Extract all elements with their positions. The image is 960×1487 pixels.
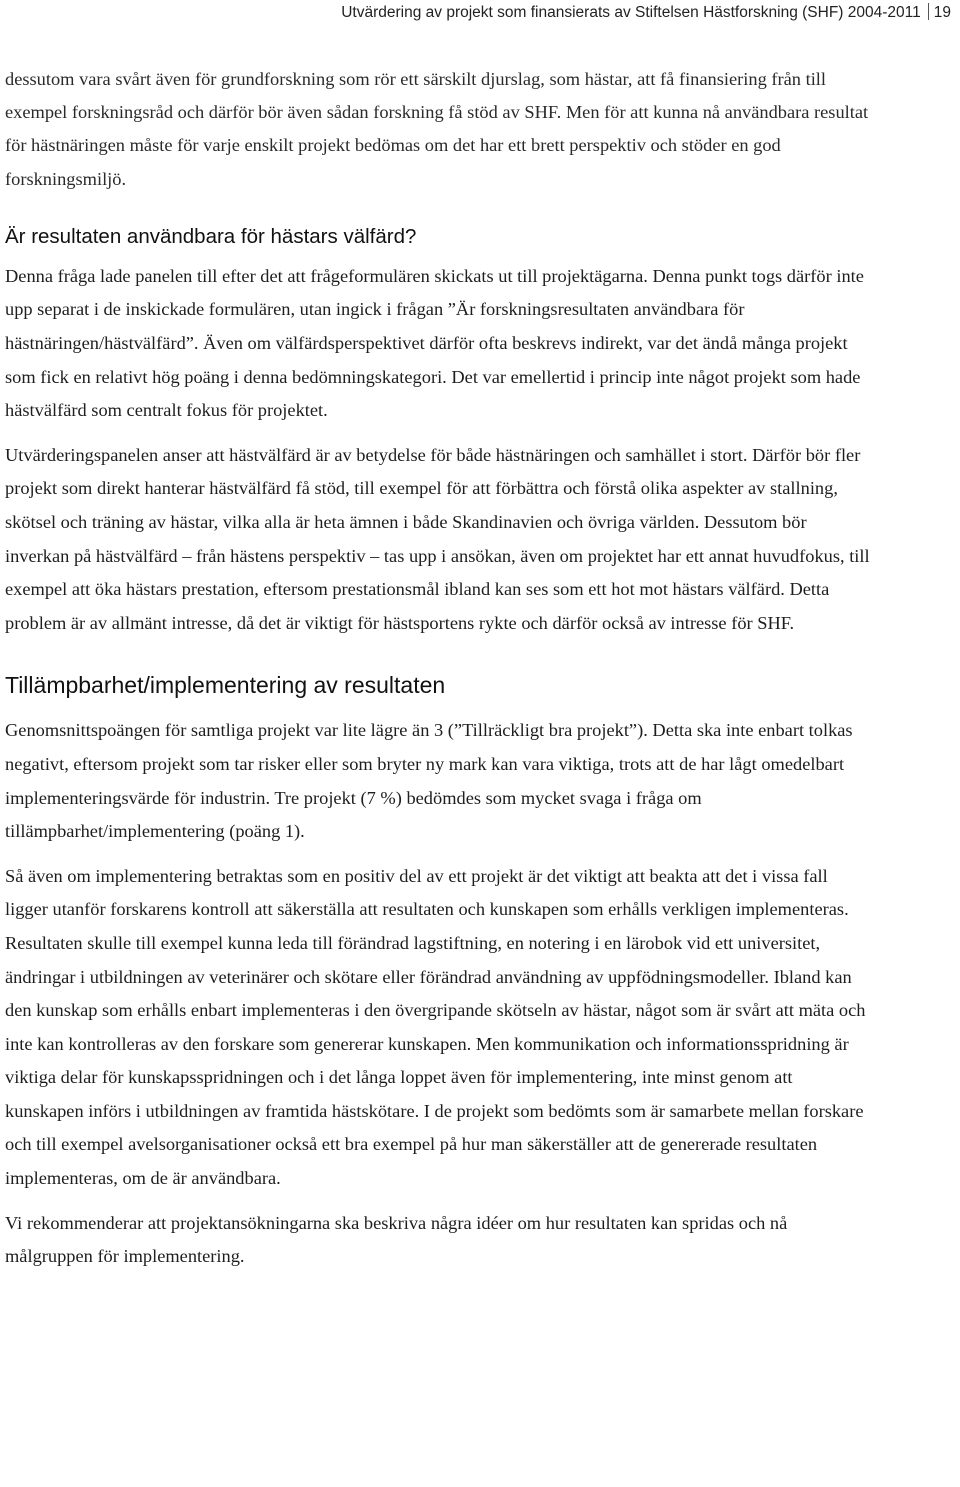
page-content (5, 63, 873, 1274)
header-title: Utvärdering av projekt som finansierats av Stiftelsen Hästforskning (SHF) 2004-2011 (341, 4, 921, 21)
applicability-paragraph-2: Så även om implementering betraktas som en positiv del av ett projekt är det viktigt att beakta att det i vissa fall ligger utanför forskarens kontroll att säkerställa att resultaten och kunskapen som erhålls verkligen implementeras. Resultaten skulle till exempel kunna leda till förändrad lagstiftning, en notering i en lärobok vid ett universitet, ändringar i utbildningen av veterinärer och skötare eller förändrad användning av uppfödningsmodeller. Ibland kan den kunskap som erhålls enbart implementeras i den övergripande skötseln av hästar, något som är svårt att mäta och inte kan kontrolleras av den forskare som genererar kunskapen. Men kommunikation och informationsspridning är viktiga delar för kunskapsspridningen och i det långa loppet även för implementering, inte minst genom att kunskapen införs i utbildningen av framtida hästskötare. I de projekt som bedömts som är samarbete mellan forskare och till exempel avelsorganisationer också ett bra exempel på hur man säkerställer att de genererade resultaten implementeras, om de är användbara. (5, 865, 866, 1189)
section-heading-welfare: Är resultaten användbara för hästars välfärd? (5, 224, 417, 248)
page-number: 19 (933, 4, 951, 21)
welfare-paragraph-2: Utvärderingspanelen anser att hästvälfärd är av betydelse för både hästnäringen och samhället i stort. Därför bör fler projekt som direkt hanterar hästvälfärd få stöd, till exempel för att förbättra och förstå olika aspekter av stallning, skötsel och träning av hästar, vilka alla är heta ämnen i både Skandinavien och övriga världen. Dessutom bör inverkan på hästvälfärd – från hästens perspektiv – tas upp i ansökan, även om projektet har ett annat huvudfokus, till exempel att öka hästars prestation, eftersom prestationsmål ibland kan ses som ett hot mot hästars välfärd. Detta problem är av allmänt intresse, då det är viktigt för hästsportens rykte och därför också av intresse för SHF. (5, 444, 870, 633)
welfare-paragraph-1: Denna fråga lade panelen till efter det att frågeformulären skickats ut till projektägarna. Denna punkt togs därför inte upp separat i de inskickade formulären, utan ingick i frågan ”Är forskningsresultaten användbara för hästnäringen/hästvälfärd”. Även om välfärdsperspektivet därför ofta beskrevs indirekt, var det ändå många projekt som fick en relativt hög poäng i denna bedömningskategori. Det var emellertid i princip inte något projekt som hade hästvälfärd som centralt fokus för projektet. (5, 265, 864, 421)
applicability-paragraph-1: Genomsnittspoängen för samtliga projekt var lite lägre än 3 (”Tillräckligt bra projekt”). Detta ska inte enbart tolkas negativt, eftersom projekt som tar risker eller som bryter ny mark kan vara viktiga, trots att de har lågt omedelbart implementeringsvärde för industrin. Tre projekt (7 %) bedömdes som mycket svaga i fråga om tillämpbarhet/implementering (poäng 1). (5, 720, 853, 842)
running-header (341, 3, 951, 22)
intro-paragraph: dessutom vara svårt även för grundforskning som rör ett särskilt djurslag, som hästar, att få finansiering från till exempel forskningsråd och därför bör även sådan forskning få stöd av SHF. Men för att kunna nå användbara resultat för hästnäringen måste för varje enskilt projekt bedömas om det har ett brett perspektiv och stöder en god forskningsmiljö. (5, 69, 869, 189)
applicability-paragraph-3: Vi rekommenderar att projektansökningarna ska beskriva några idéer om hur resultaten kan spridas och nå målgruppen för implementering. (5, 1212, 788, 1267)
header-divider (928, 3, 929, 20)
section-heading-applicability: Tillämpbarhet/implementering av resultaten (5, 672, 446, 699)
